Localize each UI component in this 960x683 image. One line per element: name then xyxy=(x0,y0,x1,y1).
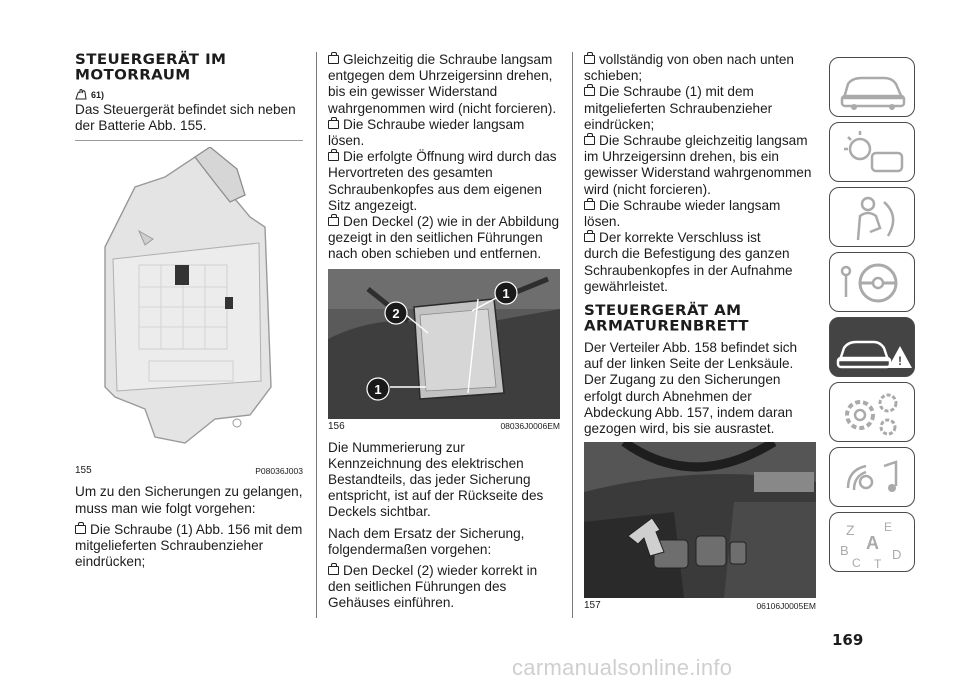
body-text: durch die Befestigung des ganzen Schraubenkopfes in der Aufnahme gewährleistet. xyxy=(584,246,793,294)
bullet-marker-icon xyxy=(584,136,595,145)
callout-label: 2 xyxy=(392,305,400,321)
column-divider xyxy=(316,52,317,618)
svg-text:Z: Z xyxy=(846,522,855,538)
figure-number: 155 xyxy=(75,465,92,477)
warning-number: 61) xyxy=(91,89,105,100)
figure-code: 08036J0006EM xyxy=(500,421,560,432)
figure-caption xyxy=(328,421,560,432)
bullet-marker-icon xyxy=(328,217,339,226)
intro-text: Das Steuergerät befindet sich neben der Batterie Abb. 155. xyxy=(75,102,296,134)
maintenance-gears-icon xyxy=(830,383,915,442)
bullet-marker-icon xyxy=(328,152,339,161)
figure-caption xyxy=(584,600,816,611)
figure-156-fusebox-photo xyxy=(328,269,560,419)
alphabetical-index-icon xyxy=(830,513,915,572)
bullet-item: Die Schraube (1) Abb. 156 mit dem mitgelieferten Schraubenzieher eindrücken; xyxy=(75,521,303,570)
figure-157-dashboard-photo xyxy=(584,442,816,598)
svg-text:T: T xyxy=(874,557,882,571)
svg-text:C: C xyxy=(852,556,861,570)
dashboard-photo xyxy=(584,442,816,598)
section-heading: STEUERGERÄT AM ARMATURENBRETT xyxy=(584,302,749,335)
svg-text:D: D xyxy=(892,547,902,562)
column-1 xyxy=(75,52,303,570)
figure-code: P08036J003 xyxy=(255,465,303,476)
watermark: carmanualsonline.info xyxy=(512,655,733,680)
multimedia-icon xyxy=(830,448,915,507)
column-2 xyxy=(328,52,560,612)
bullet-item: Den Deckel (2) wie in der Abbildung gezeigt in den seitlichen Führungen nach oben schieben und entfernen. xyxy=(328,214,560,262)
svg-text:!: ! xyxy=(898,354,902,368)
chapter-tabs xyxy=(829,57,917,577)
bullet-item: Der korrekte Verschluss ist xyxy=(584,230,816,246)
body-text: Nach dem Ersatz der Sicherung, folgendermaßen vorgehen: xyxy=(328,525,525,557)
bullet-marker-icon xyxy=(328,55,339,64)
figure-number: 157 xyxy=(584,600,601,612)
bullet-item: Gleichzeitig die Schraube langsam entgegen dem Uhrzeigersinn drehen, bis ein gewisser Widerstand wahrgenommen wird (nicht forcieren). xyxy=(328,52,557,116)
body-text: Der Verteiler Abb. 158 befindet sich auf der linken Seite der Lenksäule. Der Zugang zu den Sicherungen erfolgt durch Abnehmen der Abdeckung Abb. 157, indem daran gezogen wird, bis sie ausrastet. xyxy=(584,340,798,437)
tab-car-dashboard[interactable] xyxy=(829,57,915,117)
emergency-icon xyxy=(830,318,915,377)
tab-emergency[interactable] xyxy=(829,317,915,377)
tab-maintenance[interactable] xyxy=(829,382,915,442)
tab-safety[interactable] xyxy=(829,187,915,247)
bullet-item: Die erfolgte Öffnung wird durch das Hervortreten des gesamten Schraubenkopfes aus dem eigenen Sitz angezeigt. xyxy=(328,149,557,213)
page-number: 169 xyxy=(832,631,864,649)
tab-multimedia[interactable] xyxy=(829,447,915,507)
bullet-item: Den Deckel (2) wieder korrekt in den seitlichen Führungen des Gehäuses einführen. xyxy=(328,563,538,611)
warning-lights-icon xyxy=(830,123,915,182)
figure-caption xyxy=(75,465,303,476)
bullet-item: Die Schraube wieder langsam lösen. xyxy=(328,116,525,149)
bullet-item: vollständig von oben nach unten schieben; xyxy=(584,52,794,84)
column-divider xyxy=(572,52,573,618)
steering-wheel-key-icon xyxy=(830,253,915,312)
car-dashboard-icon xyxy=(830,58,915,117)
warning-hand-icon xyxy=(75,89,87,100)
warning-reference xyxy=(75,89,303,100)
bullet-marker-icon xyxy=(584,87,595,96)
figure-code: 06106J0005EM xyxy=(756,600,816,611)
fusebox-photo xyxy=(328,269,560,419)
bullet-marker-icon xyxy=(75,525,86,534)
bullet-item: Die Schraube (1) mit dem mitgelieferten Schraubenzieher eindrücken; xyxy=(584,84,773,132)
svg-text:B: B xyxy=(840,543,849,558)
safety-airbag-icon xyxy=(830,188,915,247)
bullet-marker-icon xyxy=(584,233,595,242)
fusebox-illustration xyxy=(75,147,303,463)
body-text: Um zu den Sicherungen zu gelangen, muss man wie folgt vorgehen: xyxy=(75,484,303,516)
divider xyxy=(75,140,303,141)
bullet-marker-icon xyxy=(328,566,339,575)
bullet-item: Die Schraube gleichzeitig langsam im Uhrzeigersinn drehen, bis ein gewisser Widerstand wahrgenommen wird (nicht forcieren). xyxy=(584,133,812,197)
tab-driving[interactable] xyxy=(829,252,915,312)
callout-label: 1 xyxy=(502,285,510,301)
column-3 xyxy=(584,52,816,619)
bullet-marker-icon xyxy=(584,201,595,210)
bullet-marker-icon xyxy=(584,55,595,64)
tab-warning-lights[interactable] xyxy=(829,122,915,182)
tab-alphabetical-index[interactable] xyxy=(829,512,915,572)
body-text: Die Nummerierung zur Kennzeichnung des elektrischen Bestandteils, das jeder Sicherung entspricht, ist auf der Rückseite des Deckels sichtbar. xyxy=(328,439,544,520)
section-heading: STEUERGERÄT IM MOTORRAUM xyxy=(75,51,227,84)
svg-text:A: A xyxy=(866,533,879,553)
callout-label: 1 xyxy=(374,381,382,397)
figure-number: 156 xyxy=(328,420,345,432)
svg-text:E: E xyxy=(884,520,893,534)
figure-155-fusebox xyxy=(75,147,303,463)
bullet-item: Die Schraube wieder langsam lösen. xyxy=(584,197,781,230)
bullet-marker-icon xyxy=(328,120,339,129)
